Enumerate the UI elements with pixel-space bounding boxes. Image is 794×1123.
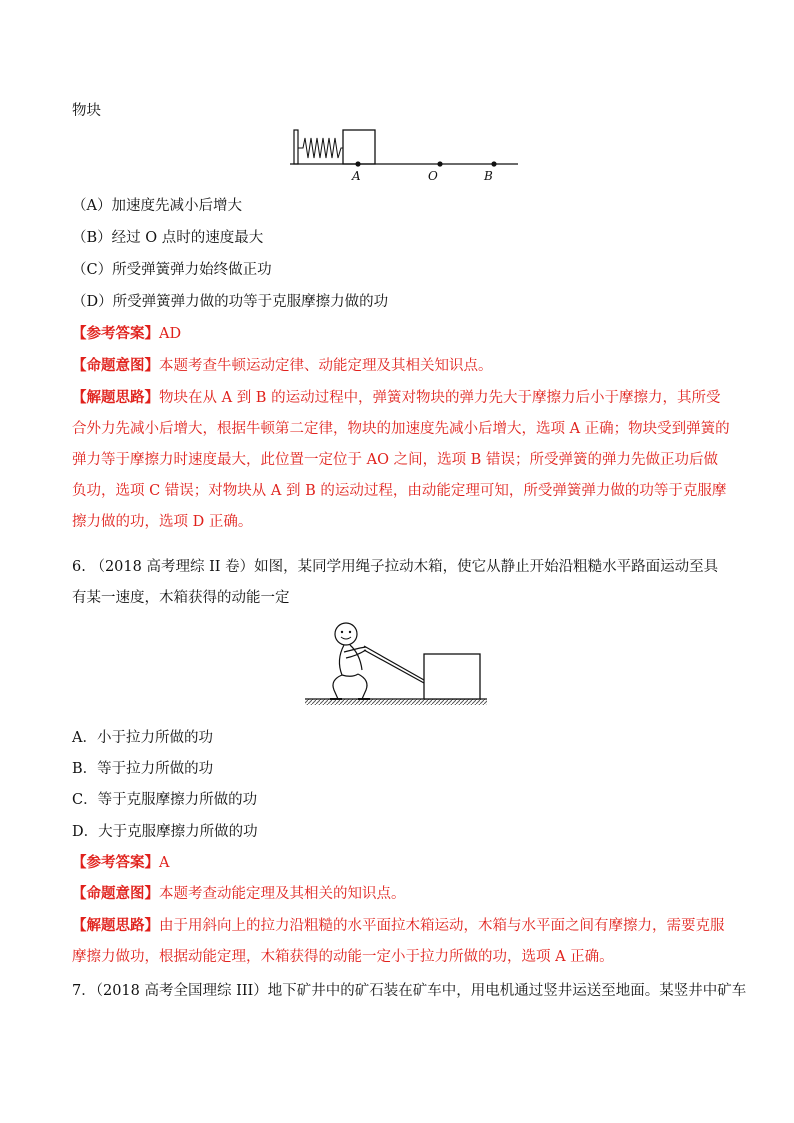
boy-pulling-box-figure [300,620,492,710]
q6-intent [72,884,732,904]
spring-block-figure [286,126,522,182]
q6-stem: 6. （2018 高考理综 II 卷）如图，某同学用绳子拉动木箱，使它从静止开始沿粗糙水平路面运动至具有某一速度，木箱获得的动能一定 [72,559,719,606]
rope-icon [364,646,424,680]
q5-option-c: （C）所受弹簧弹力始终做正功 [72,262,272,278]
label-o: O [428,169,438,182]
q6-answer-label: 【参考答案】 [72,854,159,871]
q5-answer [72,324,732,344]
q5-intent-text: 本题考查牛顿运动定律、动能定理及其相关知识点。 [159,358,493,374]
q6-intent-label: 【命题意图】 [72,885,159,902]
q6-option-b: B．等于拉力所做的功 [72,761,214,777]
label-b: B [484,169,493,182]
q5-intent-label: 【命题意图】 [72,357,159,374]
q5-option-d: （D）所受弹簧弹力做的功等于克服摩擦力做的功 [72,294,389,310]
point-o [437,161,442,166]
q5-answer-value: AD [159,326,182,342]
q5-intro: 物块 [72,103,101,119]
q5-solution-label: 【解题思路】 [72,389,159,406]
q5-solution-text: 物块在从 A 到 B 的运动过程中，弹簧对物块的弹力先大于摩擦力后小于摩擦力，其所受合外力先减小后增大，根据牛顿第二定律，物块的加速度先减小后增大，选项 A 正确；物块受到弹簧的弹力等于摩擦力时速度最大，此位置一定位于 AO 之间，选项 B 错误；所受弹簧的弹力先做正功后做负功，选项 C 错误；对物块从 A 到 B 的运动过程，由动能定理可知，所受弹簧弹力做的功等于克服摩擦力做的功，选项 D 正确。 [72,390,730,530]
point-a [355,161,360,166]
wall-icon [294,130,298,164]
q7-stem: 7．（2018 高考全国理综 III）地下矿井中的矿石装在矿车中，用电机通过竖井运送至地面。某竖井中矿车 [72,983,747,999]
q6-solution [72,910,732,973]
q6-answer [72,853,732,873]
q5-intent [72,356,732,376]
person-head-icon [335,623,357,645]
block-icon [343,130,375,164]
q5-solution [72,382,732,538]
point-b [491,161,496,166]
q6-option-c: C．等于克服摩擦力所做的功 [72,792,258,808]
q6-answer-value: A [159,855,170,871]
q6-solution-label: 【解题思路】 [72,917,159,934]
q5-option-a: （A）加速度先减小后增大 [72,198,242,214]
q6-option-d: D．大于克服摩擦力所做的功 [72,824,258,840]
q5-answer-label: 【参考答案】 [72,325,159,342]
q6-intent-text: 本题考查动能定理及其相关的知识点。 [159,886,406,902]
label-a: A [352,169,361,182]
spring-icon [298,138,343,158]
q6-solution-text: 由于用斜向上的拉力沿粗糙的水平面拉木箱运动，木箱与水平面之间有摩擦力，需要克服摩擦力做功，根据动能定理，木箱获得的动能一定小于拉力所做的功，选项 A 正确。 [72,918,725,965]
q6-option-a: A．小于拉力所做的功 [72,730,213,746]
q5-option-b: （B）经过 O 点时的速度最大 [72,230,264,246]
wooden-box-icon [424,654,480,699]
